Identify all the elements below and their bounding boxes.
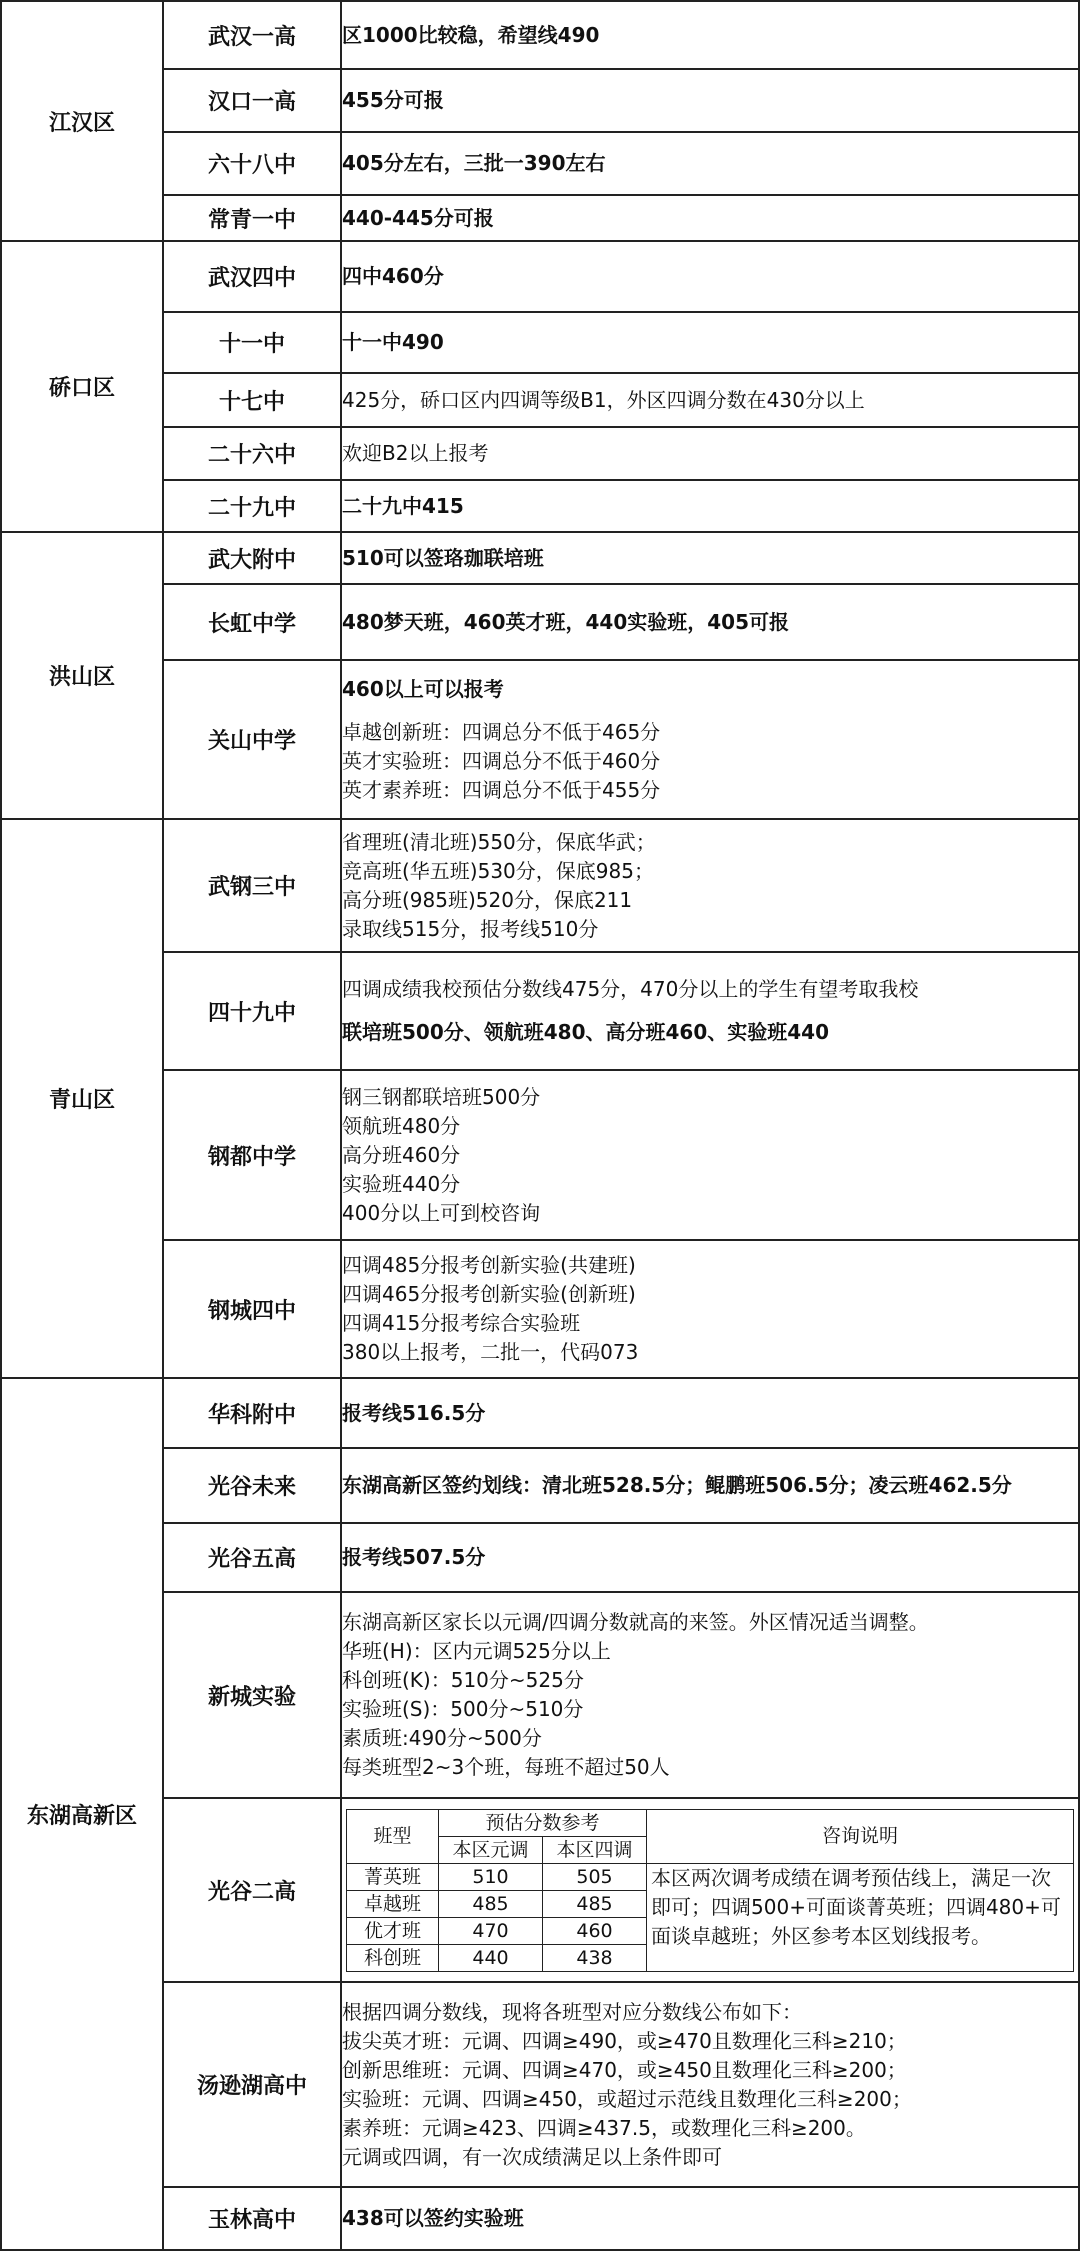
table-row: [1, 819, 1079, 952]
district-cell: 东湖高新区: [1, 1378, 163, 2250]
table-row: [1, 1448, 1079, 1523]
class-si: 438: [543, 1944, 647, 1971]
table-row: [1, 532, 1079, 584]
info-cell: 区1000比较稳，希望线490: [341, 1, 1079, 69]
school-cell: 武钢三中: [163, 819, 341, 952]
info-cell: 440-445分可报: [341, 195, 1079, 241]
school-cell: 武汉四中: [163, 241, 341, 312]
school-cell: 武汉一高: [163, 1, 341, 69]
info-cell: 十一中490: [341, 312, 1079, 373]
info-cell: 省理班(清北班)550分，保底华武； 竞高班(华五班)530分，保底985； 高分班(985班)520分，保底211 录取线515分，报考线510分: [341, 819, 1079, 952]
header-ref: 预估分数参考: [439, 1809, 647, 1836]
info-cell: 425分，硚口区内四调等级B1，外区四调分数在430分以上: [341, 373, 1079, 427]
table-row: [1, 2187, 1079, 2250]
table-row: [1, 312, 1079, 373]
info-cell: 四中460分: [341, 241, 1079, 312]
class-yuan: 470: [439, 1917, 543, 1944]
table-row: [1, 1982, 1079, 2187]
school-cell: 关山中学: [163, 660, 341, 819]
info-cell: 510可以签珞珈联培班: [341, 532, 1079, 584]
table-row: [1, 427, 1079, 480]
info-cell: 二十九中415: [341, 480, 1079, 532]
class-yuan: 510: [439, 1863, 543, 1890]
school-cell: 十一中: [163, 312, 341, 373]
info-cell: 455分可报: [341, 69, 1079, 132]
school-cell: 武大附中: [163, 532, 341, 584]
table-row: [1, 1378, 1079, 1448]
info-cell: 460以上可以报考 卓越创新班：四调总分不低于465分 英才实验班：四调总分不低于460分 英才素养班：四调总分不低于455分: [341, 660, 1079, 819]
school-cell: 十七中: [163, 373, 341, 427]
class-name: 卓越班: [347, 1890, 439, 1917]
info-cell: 四调485分报考创新实验(共建班) 四调465分报考创新实验(创新班) 四调415分报考综合实验班 380以上报考，二批一，代码073: [341, 1240, 1079, 1378]
class-yuan: 440: [439, 1944, 543, 1971]
school-cell: 长虹中学: [163, 584, 341, 660]
table-row: [1, 1523, 1079, 1592]
info-cell: 欢迎B2以上报考: [341, 427, 1079, 480]
class-desc: 本区两次调考成绩在调考预估线上，满足一次即可；四调500+可面谈菁英班；四调480+可面谈卓越班；外区参考本区划线报考。: [647, 1863, 1074, 1971]
school-cell: 光谷未来: [163, 1448, 341, 1523]
school-cell: 汤逊湖高中: [163, 1982, 341, 2187]
class-name: 菁英班: [347, 1863, 439, 1890]
info-cell: 438可以签约实验班: [341, 2187, 1079, 2250]
header-yuan: 本区元调: [439, 1836, 543, 1863]
info-cell: [341, 1798, 1079, 1982]
class-si: 485: [543, 1890, 647, 1917]
table-row: [1, 584, 1079, 660]
table-row: [1, 1, 1079, 69]
district-cell: 青山区: [1, 819, 163, 1378]
header-class-type: 班型: [347, 1809, 439, 1863]
class-name: 科创班: [347, 1944, 439, 1971]
school-cell: 汉口一高: [163, 69, 341, 132]
table-row: [1, 241, 1079, 312]
info-cell: 报考线507.5分: [341, 1523, 1079, 1592]
class-si: 505: [543, 1863, 647, 1890]
class-yuan: 485: [439, 1890, 543, 1917]
school-cell: 二十九中: [163, 480, 341, 532]
table-row: [1, 1070, 1079, 1240]
table-row: [1, 69, 1079, 132]
info-cell: 四调成绩我校预估分数线475分，470分以上的学生有望考取我校 联培班500分、领航班480、高分班460、实验班440: [341, 952, 1079, 1070]
info-cell: 根据四调分数线，现将各班型对应分数线公布如下： 拔尖英才班：元调、四调≥490，或≥470且数理化三科≥210； 创新思维班：元调、四调≥470，或≥450且数理化三科≥200； 实验班：元调、四调≥450，或超过示范线且数理化三科≥200； 素养班：元调≥423、四调≥437.5，或数理化三科≥200。 元调或四调，有一次成绩满足以上条件即可: [341, 1982, 1079, 2187]
info-cell: 东湖高新区家长以元调/四调分数就高的来签。外区情况适当调整。 华班(H)：区内元调525分以上 科创班(K)：510分~525分 实验班(S)：500分~510分 素质班:490分~500分 每类班型2~3个班，每班不超过50人: [341, 1592, 1079, 1798]
school-cell: 二十六中: [163, 427, 341, 480]
info-cell: 405分左右，三批一390左右: [341, 132, 1079, 195]
class-si: 460: [543, 1917, 647, 1944]
table-row: [1, 132, 1079, 195]
table-row: [1, 1798, 1079, 1982]
table-row: [1, 480, 1079, 532]
school-cell: 华科附中: [163, 1378, 341, 1448]
school-cell: 六十八中: [163, 132, 341, 195]
school-cell: 常青一中: [163, 195, 341, 241]
district-cell: 洪山区: [1, 532, 163, 819]
info-cell: 钢三钢都联培班500分 领航班480分 高分班460分 实验班440分 400分以上可到校咨询: [341, 1070, 1079, 1240]
school-cell: 钢城四中: [163, 1240, 341, 1378]
info-cell: 480梦天班，460英才班，440实验班，405可报: [341, 584, 1079, 660]
table-row: [1, 373, 1079, 427]
header-si: 本区四调: [543, 1836, 647, 1863]
school-cell: 光谷五高: [163, 1523, 341, 1592]
header-desc: 咨询说明: [647, 1809, 1074, 1863]
info-cell: 报考线516.5分: [341, 1378, 1079, 1448]
info-cell: 东湖高新区签约划线：清北班528.5分；鲲鹏班506.5分；凌云班462.5分: [341, 1448, 1079, 1523]
table-row: [1, 1592, 1079, 1798]
school-cell: 玉林高中: [163, 2187, 341, 2250]
table-row: [1, 195, 1079, 241]
table-row: [1, 660, 1079, 819]
table-row: [1, 952, 1079, 1070]
guanggu2-class-table: [346, 1809, 1074, 1972]
table-row: [1, 1240, 1079, 1378]
school-cell: 钢都中学: [163, 1070, 341, 1240]
school-cell: 光谷二高: [163, 1798, 341, 1982]
district-cell: 硚口区: [1, 241, 163, 532]
school-cell: 四十九中: [163, 952, 341, 1070]
district-cell: 江汉区: [1, 1, 163, 241]
class-name: 优才班: [347, 1917, 439, 1944]
school-cell: 新城实验: [163, 1592, 341, 1798]
